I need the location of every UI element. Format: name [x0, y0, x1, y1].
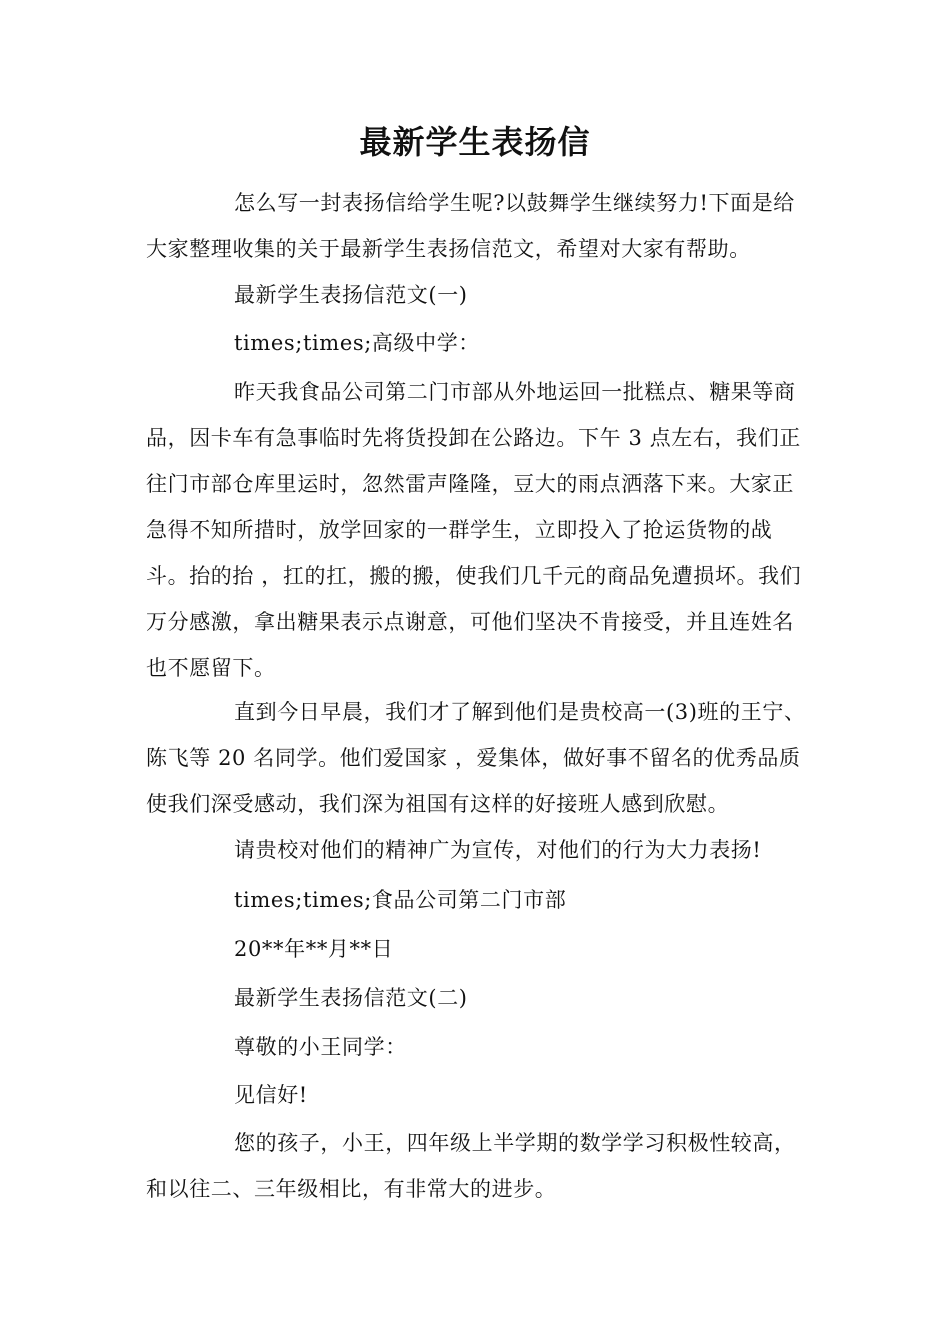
paragraph-intro: 怎么写一封表扬信给学生呢?以鼓舞学生继续努力!下面是给大家整理收集的关于最新学生表扬信范文，希望对大家有帮助。: [146, 191, 795, 261]
paragraph-date: 20**年**月**日: [234, 937, 394, 961]
paragraph-body-1: 昨天我食品公司第二门市部从外地运回一批糕点、糖果等商品，因卡车有急事临时先将货投卸在公路边。下午 3 点左右，我们正往门市部仓库里运时，忽然雷声隆隆，豆大的雨点洒落下来。大家正急得不知所措时，放学回家的一群学生，立即投入了抢运货物的战斗。抬的抬 ，扛的扛，搬的搬，使我们几千元的商品免遭损坏。我们万分感激，拿出糖果表示点谢意，可他们坚决不肯接受，并且连姓名也不愿留下。: [146, 380, 802, 680]
paragraph-salutation-school: times;times;高级中学：: [234, 331, 480, 355]
paragraph-heading-sample-2: 最新学生表扬信范文(二): [234, 986, 468, 1010]
paragraph-body-2: 直到今日早晨，我们才了解到他们是贵校高一(3)班的王宁、陈飞等 20 名同学。他们爱国家 ，爱集体，做好事不留名的优秀品质使我们深受感动，我们深为祖国有这样的好接班人感到欣慰。: [146, 700, 806, 816]
paragraph-signature: times;times;食品公司第二门市部: [234, 888, 567, 912]
paragraph-heading-sample-1: 最新学生表扬信范文(一): [234, 283, 468, 307]
paragraph-request: 请贵校对他们的精神广为宣传，对他们的行为大力表扬!: [234, 838, 762, 862]
paragraph-body-3: 您的孩子，小王，四年级上半学期的数学学习积极性较高，和以往二、三年级相比，有非常大的进步。: [146, 1131, 796, 1201]
paragraph-salutation-student: 尊敬的小王同学：: [234, 1035, 407, 1059]
paragraph-greeting: 见信好!: [234, 1083, 308, 1107]
document-title: 最新学生表扬信: [359, 123, 591, 161]
